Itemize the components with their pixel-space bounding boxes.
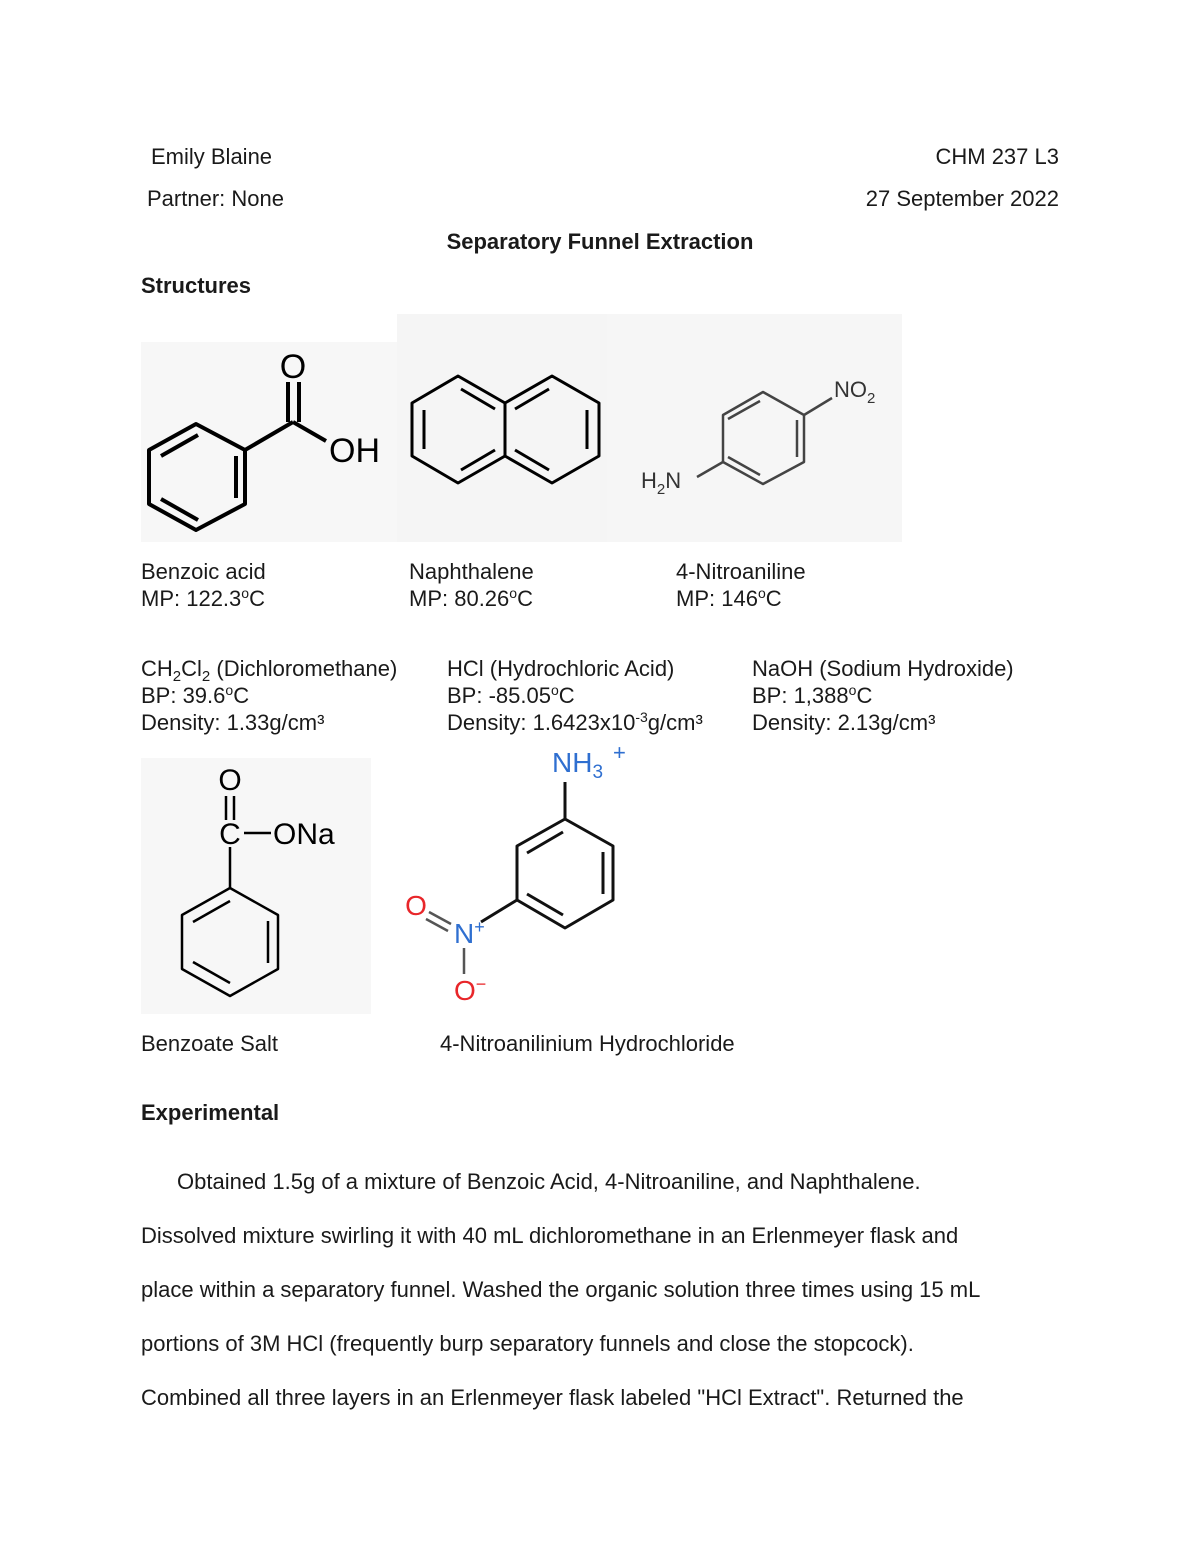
- sodium-hydroxide-info: [752, 655, 1014, 736]
- nitroaniline-structure: [607, 314, 902, 542]
- naphthalene-label: [409, 558, 534, 612]
- paragraph-line: portions of 3M HCl (frequently burp separatory funnels and close the stopcock).: [141, 1331, 914, 1356]
- carbon-label: C: [219, 818, 241, 851]
- paragraph-line: Combined all three layers in an Erlenmeyer flask labeled "HCl Extract". Returned the: [141, 1385, 964, 1410]
- dichloromethane-info: [141, 655, 397, 736]
- structures-heading: Structures: [141, 273, 252, 298]
- author-name: Emily Blaine: [151, 144, 273, 169]
- naphthalene-structure: [397, 314, 607, 542]
- benzoate-salt-label: Benzoate Salt: [141, 1031, 278, 1056]
- density: Density: 2.13g/cm³: [752, 710, 936, 735]
- partner-line: Partner: None: [147, 186, 284, 211]
- hydroxyl-label: OH: [329, 432, 380, 470]
- paragraph-line: Obtained 1.5g of a mixture of Benzoic Acid, 4-Nitroaniline, and Naphthalene.: [177, 1169, 921, 1194]
- experimental-paragraph: [141, 1155, 1061, 1425]
- nitro-nitrogen-label: N+: [454, 917, 485, 949]
- ammonium-label: $NH_3^+$: [552, 742, 626, 783]
- melting-point: MP: 80.26$^o$C: [409, 585, 533, 611]
- experimental-heading: Experimental: [141, 1100, 280, 1125]
- report-date: 27 September 2022: [865, 186, 1059, 211]
- reagent-name: HCl (Hydrochloric Acid): [447, 656, 675, 681]
- density: Density: $1.6423x10^{-3}g$/cm³: [447, 709, 703, 735]
- density: Density: 1.33g/cm³: [141, 710, 325, 735]
- nitroanilinium-structure: [395, 742, 655, 1014]
- paragraph-line: place within a separatory funnel. Washed the organic solution three times using 15 mL: [141, 1277, 981, 1302]
- nitro-oxide-label: O−: [454, 974, 487, 1006]
- benzoic-acid-label: [141, 558, 266, 612]
- paragraph-line: Dissolved mixture swirling it with 40 mL dichloromethane in an Erlenmeyer flask and: [141, 1223, 959, 1248]
- compound-name: Naphthalene: [409, 559, 534, 584]
- nitroaniline-label: [676, 558, 806, 612]
- boiling-point: BP: 1,388$^o$C: [752, 682, 873, 708]
- boiling-point: BP: -85.05$^o$C: [447, 682, 575, 708]
- amine-label: $H_2N$: [641, 468, 682, 498]
- course-code: CHM 237 L3: [935, 144, 1059, 169]
- reagent-name: NaOH (Sodium Hydroxide): [752, 656, 1014, 681]
- page-title: Separatory Funnel Extraction: [446, 229, 754, 254]
- carbonyl-oxygen-label: O: [279, 348, 307, 386]
- hydrochloric-acid-info: [447, 655, 703, 736]
- reagent-name: $CH_2Cl_2$ (Dichloromethane): [141, 656, 398, 685]
- benzoate-salt-structure: [141, 758, 371, 1014]
- nitro-label: $NO_2$: [834, 377, 876, 407]
- sodium-oxide-label: ONa: [273, 818, 335, 851]
- boiling-point: BP: 39.6$^o$C: [141, 682, 250, 708]
- nitro-oxygen-label: O: [405, 890, 427, 921]
- nitroanilinium-label: 4-Nitroanilinium Hydrochloride: [440, 1031, 735, 1056]
- melting-point: MP: 146$^o$C: [676, 585, 782, 611]
- compound-name: Benzoic acid: [141, 559, 266, 584]
- compound-name: 4-Nitroaniline: [676, 559, 806, 584]
- benzoic-acid-structure: [141, 342, 401, 542]
- melting-point: MP: 122.3$^o$C: [141, 585, 265, 611]
- carbonyl-oxygen-label: O: [218, 764, 242, 797]
